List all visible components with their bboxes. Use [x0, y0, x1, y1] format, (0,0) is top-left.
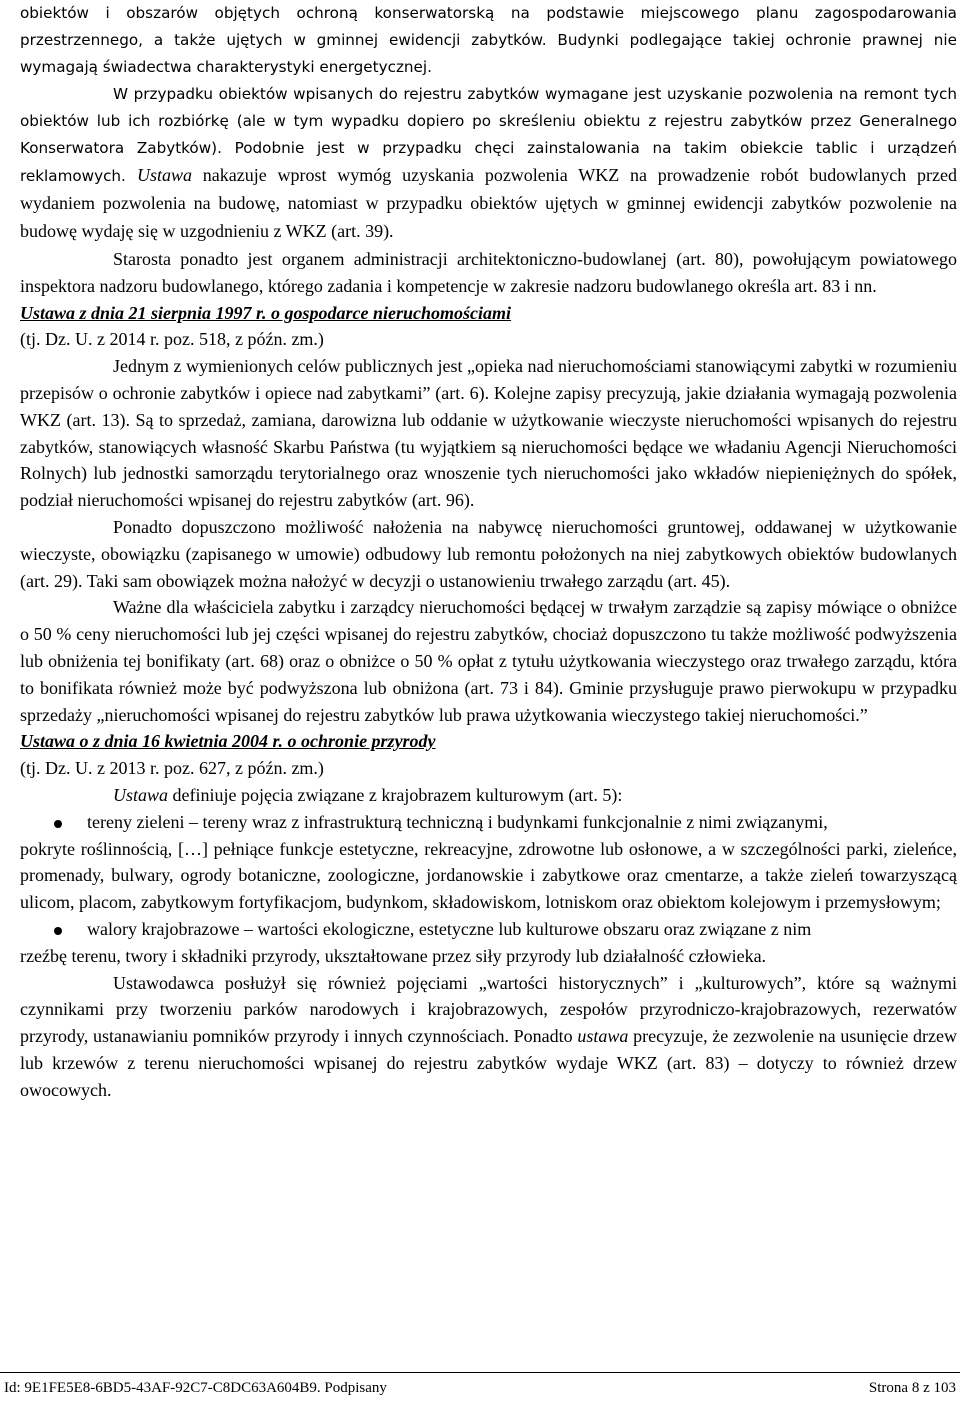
paragraph-reconstruction-duty: Ponadto dopuszczono możliwość nałożenia na nabywcę nieruchomości gruntowej, oddawanej w użytkowanie wieczyste, obowiązku (zapisanego w umowie) odbudowy lub remontu położonych na niej zabytkowych obiektów budowlanych (art. 29). Taki sam obowiązek można nałożyć w decyzji o ustanowieniu trwałego zarządu (art. 45). — [20, 516, 957, 591]
list-item-landscape-values-rest: rzeźbę terenu, twory i składniki przyrody, ukształtowane przez siły przyrody lub działalność człowieka. — [20, 945, 767, 966]
law-title-real-estate: Ustawa z dnia 21 sierpnia 1997 r. o gospodarce nieruchomościami — [20, 302, 512, 323]
list-item-green-areas — [20, 809, 957, 836]
paragraph-cultural-values-rest: precyzuje, że zezwolenie na usunięcie drzew lub krzewów z terenu nieruchomości wpisanej do rejestru zabytków wydaje WKZ (art. 83) – dotyczy to również drzew owocowych. — [20, 1026, 957, 1100]
document-page — [20, 0, 957, 1104]
list-item-green-areas-first: tereny zieleni – tereny wraz z infrastrukturą techniczną i budynkami funkcjonalnie z nimi związanymi, — [87, 811, 828, 832]
list-item-landscape-values-first: walory krajobrazowe – wartości ekologiczne, estetyczne lub kulturowe obszaru oraz związane z nim — [87, 918, 812, 939]
law-source-real-estate: (tj. Dz. U. z 2014 r. poz. 518, z późn. zm.) — [20, 329, 324, 350]
paragraph-registry-permits-text: W przypadku obiektów wpisanych do rejestru zabytków wymagane jest uzyskanie pozwolenia na remont tych obiektów lub ich rozbiórkę (ale w tym wypadku dopiero po skreśleniu obiektu z rejestru zabytków przez Generalnego Konserwatora Zabytków). Podobnie jest w przypadku chęci zainstalowania na takim obiekcie tablic i urządzeń reklamowych. — [20, 85, 957, 185]
act-italic: Ustawa — [136, 165, 192, 185]
bullet-icon — [20, 809, 87, 836]
paragraph-starosta: Starosta ponadto jest organem administracji architektoniczno-budowlanej (art. 80), powołującym powiatowego inspektora nadzoru budowlanego, którego zadania i kompetencje w zakresie nadzoru budowlanego określa art. 83 i nn. — [20, 249, 957, 296]
paragraph-registry-permits-rest: nakazuje wprost wymóg uzyskania pozwolenia WKZ na prowadzenie robót budowlanych przed wydaniem pozwolenia na budowę, natomiast w przypadku obiektów ujętych w gminnej ewidencji zabytków pozwolenie na budowę wydaję się w uzgodnieniu z WKZ (art. 39). — [20, 165, 957, 241]
act-italic-3: ustawa — [577, 1026, 629, 1047]
paragraph-discounts: Ważne dla właściciela zabytku i zarządcy nieruchomości będącej w trwałym zarządzie są zapisy mówiące o obniżce o 50 % ceny nieruchomości lub jej części wpisanej do rejestru zabytków, chociaż dopuszczono tu także możliwość podwyższenia lub obniżenia tej bonifikaty (art. 68) oraz o obniżce o 50 % opłat z tytułu użytkowania wieczystego oraz trwałego zarządu, która to bonifikata również może być podwyższona lub obniżona (art. 73 i 84). Gminie przysługuje prawo pierwokupu w przypadku sprzedaży „nieruchomości wpisanej do rejestru zabytków lub prawa użytkowania wieczystego takiej nieruchomości.” — [20, 597, 957, 725]
paragraph-registry-permits — [20, 81, 957, 246]
page-number: Strona 8 z 103 — [868, 1380, 956, 1396]
paragraph-cultural-values — [20, 970, 957, 1104]
law-title-nature: Ustawa o z dnia 16 kwietnia 2004 r. o ochronie przyrody — [20, 731, 436, 752]
paragraph-heritage-protection: obiektów i obszarów objętych ochroną konserwatorską na podstawie miejscowego planu zagospodarowania przestrzennego, a także ujętych w gminnej ewidencji zabytków. Budynki podlegające takiej ochronie prawnej nie wymagają świadectwa charakterystyki energetycznej. — [20, 4, 957, 76]
list-item-green-areas-rest: pokryte roślinnością, […] pełniące funkcje estetyczne, rekreacyjne, zdrowotne lub osłonowe, a w szczególności parki, zieleńce, promenady, bulwary, ogrody botaniczne, zoologiczne, jordanowskie i zabytkowe oraz cmentarze, a także zieleń towarzyszącą ulicom, placom, zabytkowym fortyfikacjom, budynkom, składowiskom, lotniskom oraz obiektom kolejowym i przemysłowym; — [20, 838, 957, 913]
page-footer — [0, 1372, 960, 1397]
paragraph-public-goals: Jednym z wymienionych celów publicznych jest „opieka nad nieruchomościami stanowiącymi zabytki w rozumieniu przepisów o ochronie zabytków i opiece nad zabytkami” (art. 6). Kolejne zapisy precyzują, jakie działania wymagają pozwolenia WKZ (art. 13). Są to sprzedaż, zamiana, darowizna lub oddanie w użytkowanie wieczyste nieruchomości wpisanych do rejestru zabytków, stanowiących własność Skarbu Państwa (tu wyjątkiem są nieruchomości będące we władaniu Agencji Nieruchomości Rolnych) lub jednostki samorządu terytorialnego oraz wnoszenie tych nieruchomości jako wkładów niepieniężnych do spółek, podział nieruchomości wpisanej do rejestru zabytków (art. 96). — [20, 356, 957, 511]
paragraph-definitions — [20, 782, 957, 809]
act-italic-2: Ustawa — [113, 784, 169, 805]
paragraph-definitions-rest: definiuje pojęcia związane z krajobrazem kulturowym (art. 5): — [168, 784, 623, 805]
paragraph-cultural-values-text: Ustawodawca posłużył się również pojęciami „wartości historycznych” i „kulturowych”, które są ważnymi czynnikami przy tworzeniu parków narodowych i krajobrazowych, zespołów przyrodniczo-krajobrazowych, rezerwatów przyrody, ustanawianiu pomników przyrody i innych czynnościach. Ponadto — [20, 972, 957, 1047]
law-source-nature: (tj. Dz. U. z 2013 r. poz. 627, z późn. zm.) — [20, 758, 324, 779]
document-id: Id: 9E1FE5E8-6BD5-43AF-92C7-C8DC63A604B9. Podpisany — [4, 1380, 387, 1396]
list-item-landscape-values — [20, 916, 957, 943]
bullet-icon — [20, 916, 87, 943]
